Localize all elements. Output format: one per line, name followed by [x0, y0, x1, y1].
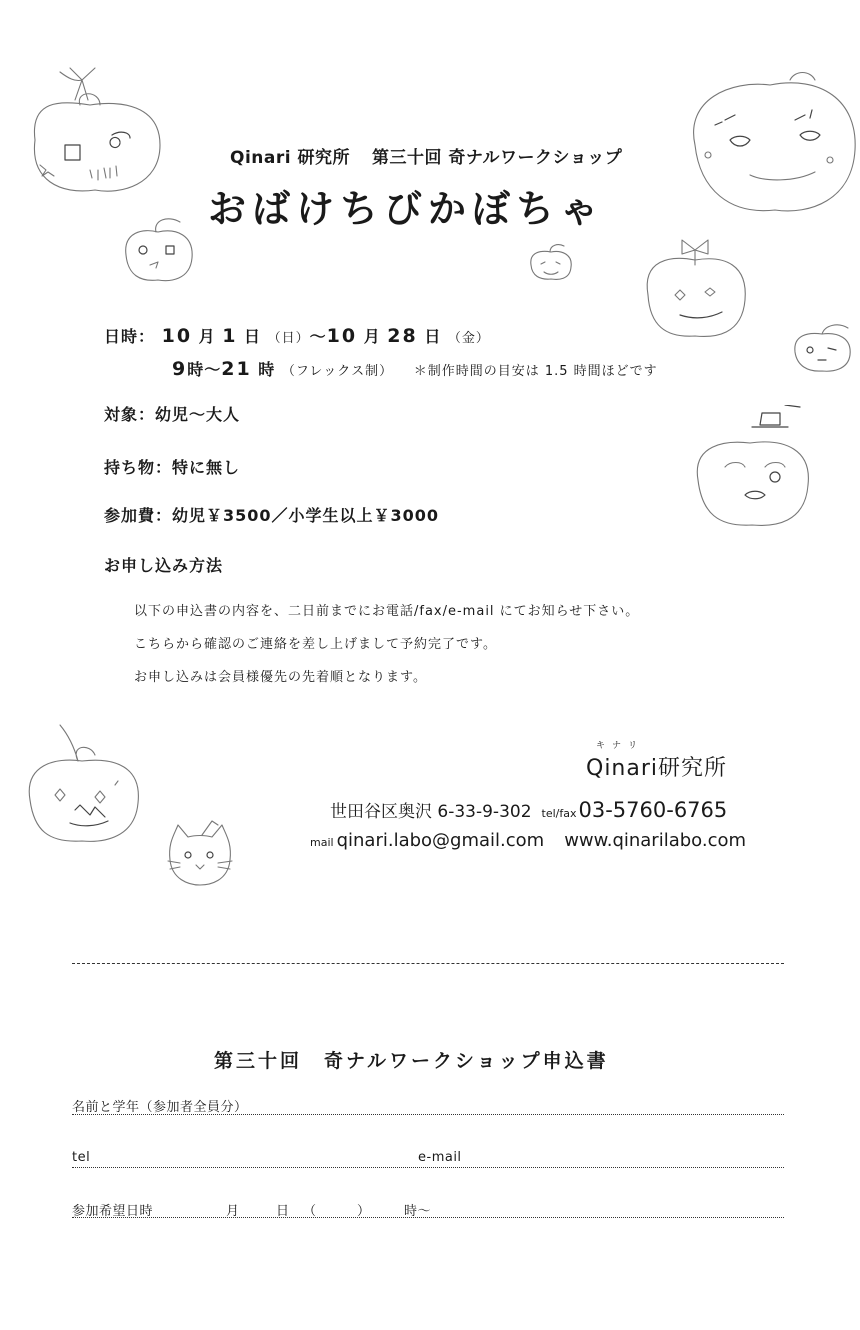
month-label: 月 — [226, 1204, 240, 1219]
email-link[interactable]: qinari.labo@gmail.com — [336, 830, 545, 851]
apply-heading: お申し込み方法 — [104, 556, 224, 575]
pumpkin-edge-icon — [790, 320, 855, 375]
apply-note: こちらから確認のご連絡を差し上げまして予約完了です。 — [134, 637, 497, 652]
event-label: 第三十回 奇ナルワークショップ — [371, 148, 623, 168]
end-day: 28 — [387, 325, 418, 347]
pumpkin-tiny-icon — [526, 240, 576, 285]
form-title: 第三十回 奇ナルワークショップ申込書 — [214, 1050, 609, 1072]
start-month-unit: 月 — [198, 327, 216, 346]
range-separator: ～ — [309, 327, 327, 346]
address: 世田谷区奥沢 6-33-9-302 — [330, 802, 532, 822]
org-name: Qinari研究所 — [586, 756, 728, 781]
cut-line-divider — [72, 963, 784, 964]
start-day: 1 — [222, 325, 238, 347]
flex-label: （フレックス制） — [281, 364, 394, 379]
time-start-unit: 時～ — [187, 360, 222, 379]
duration-note: ＊制作時間の目安は 1.5 時間ほどです — [413, 364, 658, 379]
belongings: 持ち物：特に無し — [104, 458, 241, 477]
page-title: おばけちびかぼちゃ — [208, 187, 605, 231]
time-label: 時～ — [404, 1204, 432, 1219]
apply-note: お申し込みは会員様優先の先着順となります。 — [134, 670, 427, 685]
day-label: 日（ ） — [276, 1204, 385, 1219]
pumpkin-bow-icon — [640, 210, 750, 340]
pumpkin-top-right-icon — [680, 60, 860, 220]
website-link[interactable]: www.qinarilabo.com — [564, 830, 747, 851]
date-field[interactable] — [72, 1217, 784, 1218]
start-month: 10 — [161, 325, 193, 347]
time-end: 21 — [221, 358, 252, 380]
target-audience: 対象：幼児～大人 — [104, 405, 241, 424]
email-field-label: e-mail — [418, 1150, 462, 1165]
start-weekday: （日） — [267, 331, 310, 346]
start-day-unit: 日 — [244, 327, 262, 346]
mail-label: mail — [310, 836, 334, 849]
tel-number: 03-5760-6765 — [578, 798, 728, 822]
schedule-label: 日時： — [104, 327, 156, 346]
date-field-label: 参加希望日時 — [72, 1204, 154, 1219]
name-grade-label: 名前と学年（参加者全員分） — [72, 1100, 248, 1115]
org-label: Qinari 研究所 — [230, 148, 350, 168]
pumpkin-top-left-icon — [20, 60, 170, 200]
participation-fee: 参加費：幼児￥3500／小学生以上￥3000 — [104, 506, 440, 525]
time-end-unit: 時 — [258, 360, 276, 379]
org-ruby: キナリ — [596, 741, 645, 751]
pumpkin-bottom-left-icon — [20, 715, 150, 845]
end-day-unit: 日 — [424, 327, 442, 346]
apply-note: 以下の申込書の内容を、二日前までにお電話/fax/e-mail にてお知らせ下さい。 — [134, 604, 640, 619]
end-month-unit: 月 — [363, 327, 381, 346]
event-header — [230, 143, 622, 168]
schedule-time-row — [172, 357, 658, 380]
tel-email-field[interactable] — [72, 1167, 784, 1168]
pumpkin-small-left-icon — [118, 210, 198, 285]
end-month: 10 — [326, 325, 358, 347]
tel-label: tel/fax — [541, 807, 577, 820]
name-grade-field[interactable] — [72, 1114, 784, 1115]
schedule-date-row — [104, 324, 490, 347]
tel-field-label: tel — [72, 1150, 91, 1165]
end-weekday: （金） — [447, 331, 490, 346]
mail-line — [310, 830, 746, 851]
cat-icon — [160, 815, 240, 890]
address-line — [330, 797, 727, 822]
time-start: 9 — [172, 358, 188, 380]
pumpkin-top-hat-icon — [690, 405, 815, 535]
